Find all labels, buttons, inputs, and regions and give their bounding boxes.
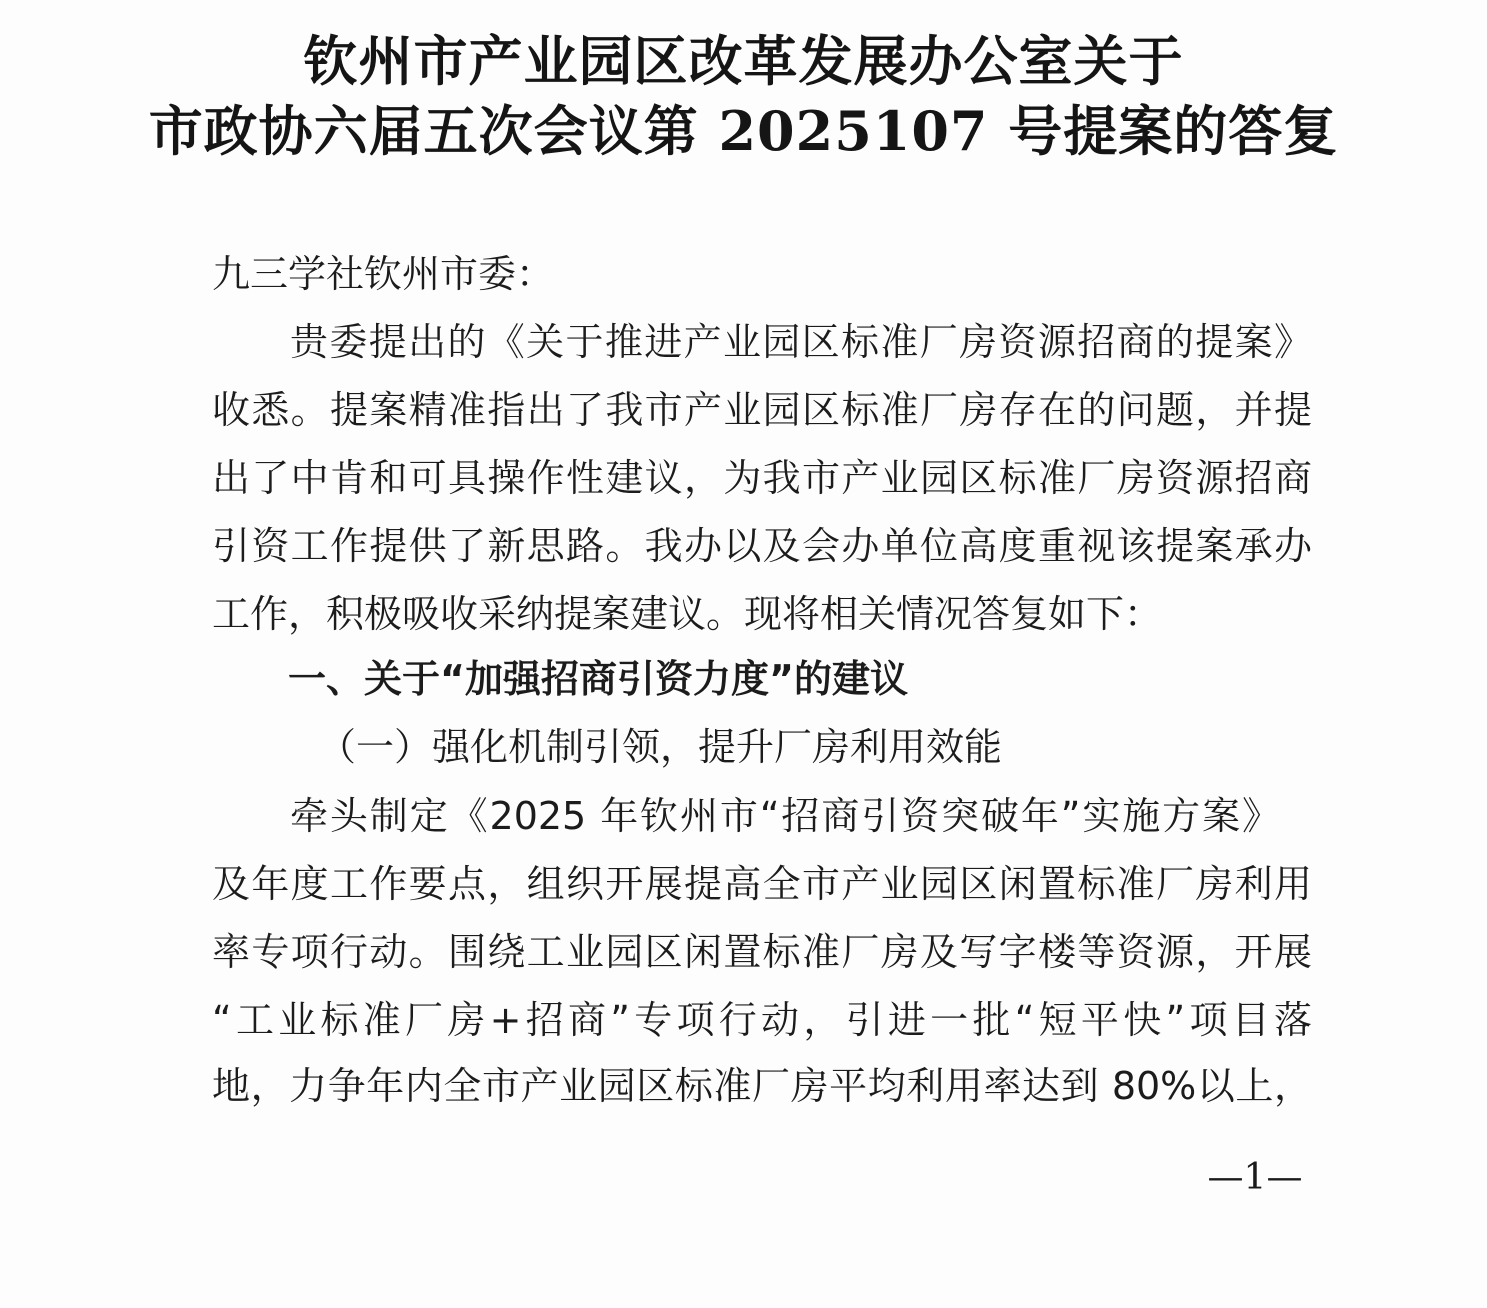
salutation: 九三学社钦州市委： xyxy=(212,252,555,296)
body-line: 地，力争年内全市产业园区标准厂房平均利用率达到 80%以上， xyxy=(212,1064,1312,1108)
body-line: 工作，积极吸收采纳提案建议。现将相关情况答复如下： xyxy=(212,592,1163,636)
section-heading: 一、关于“加强招商引资力度”的建议 xyxy=(288,657,908,701)
body-line: 牵头制定《2025 年钦州市“招商引资突破年”实施方案》 xyxy=(290,794,1280,838)
body-line: 收悉。提案精准指出了我市产业园区标准厂房存在的问题，并提 xyxy=(212,388,1312,432)
body-line: 及年度工作要点，组织开展提高全市产业园区闲置标准厂房利用 xyxy=(212,862,1312,906)
body-line: 引资工作提供了新思路。我办以及会办单位高度重视该提案承办 xyxy=(212,524,1312,568)
body-line: “工业标准厂房+招商”专项行动，引进一批“短平快”项目落 xyxy=(212,998,1312,1042)
body-line: 出了中肯和可具操作性建议，为我市产业园区标准厂房资源招商 xyxy=(212,456,1312,500)
body-line: 贵委提出的《关于推进产业园区标准厂房资源招商的提案》 xyxy=(290,320,1312,364)
page-number: —1— xyxy=(1207,1157,1303,1198)
document-title-line-2: 市政协六届五次会议第 2025107 号提案的答复 xyxy=(148,99,1339,163)
subsection-heading: （一）强化机制引领，提升厂房利用效能 xyxy=(318,725,1003,769)
document-title-line-1: 钦州市产业园区改革发展办公室关于 xyxy=(303,29,1184,93)
body-line: 率专项行动。围绕工业园区闲置标准厂房及写字楼等资源，开展 xyxy=(212,930,1312,974)
